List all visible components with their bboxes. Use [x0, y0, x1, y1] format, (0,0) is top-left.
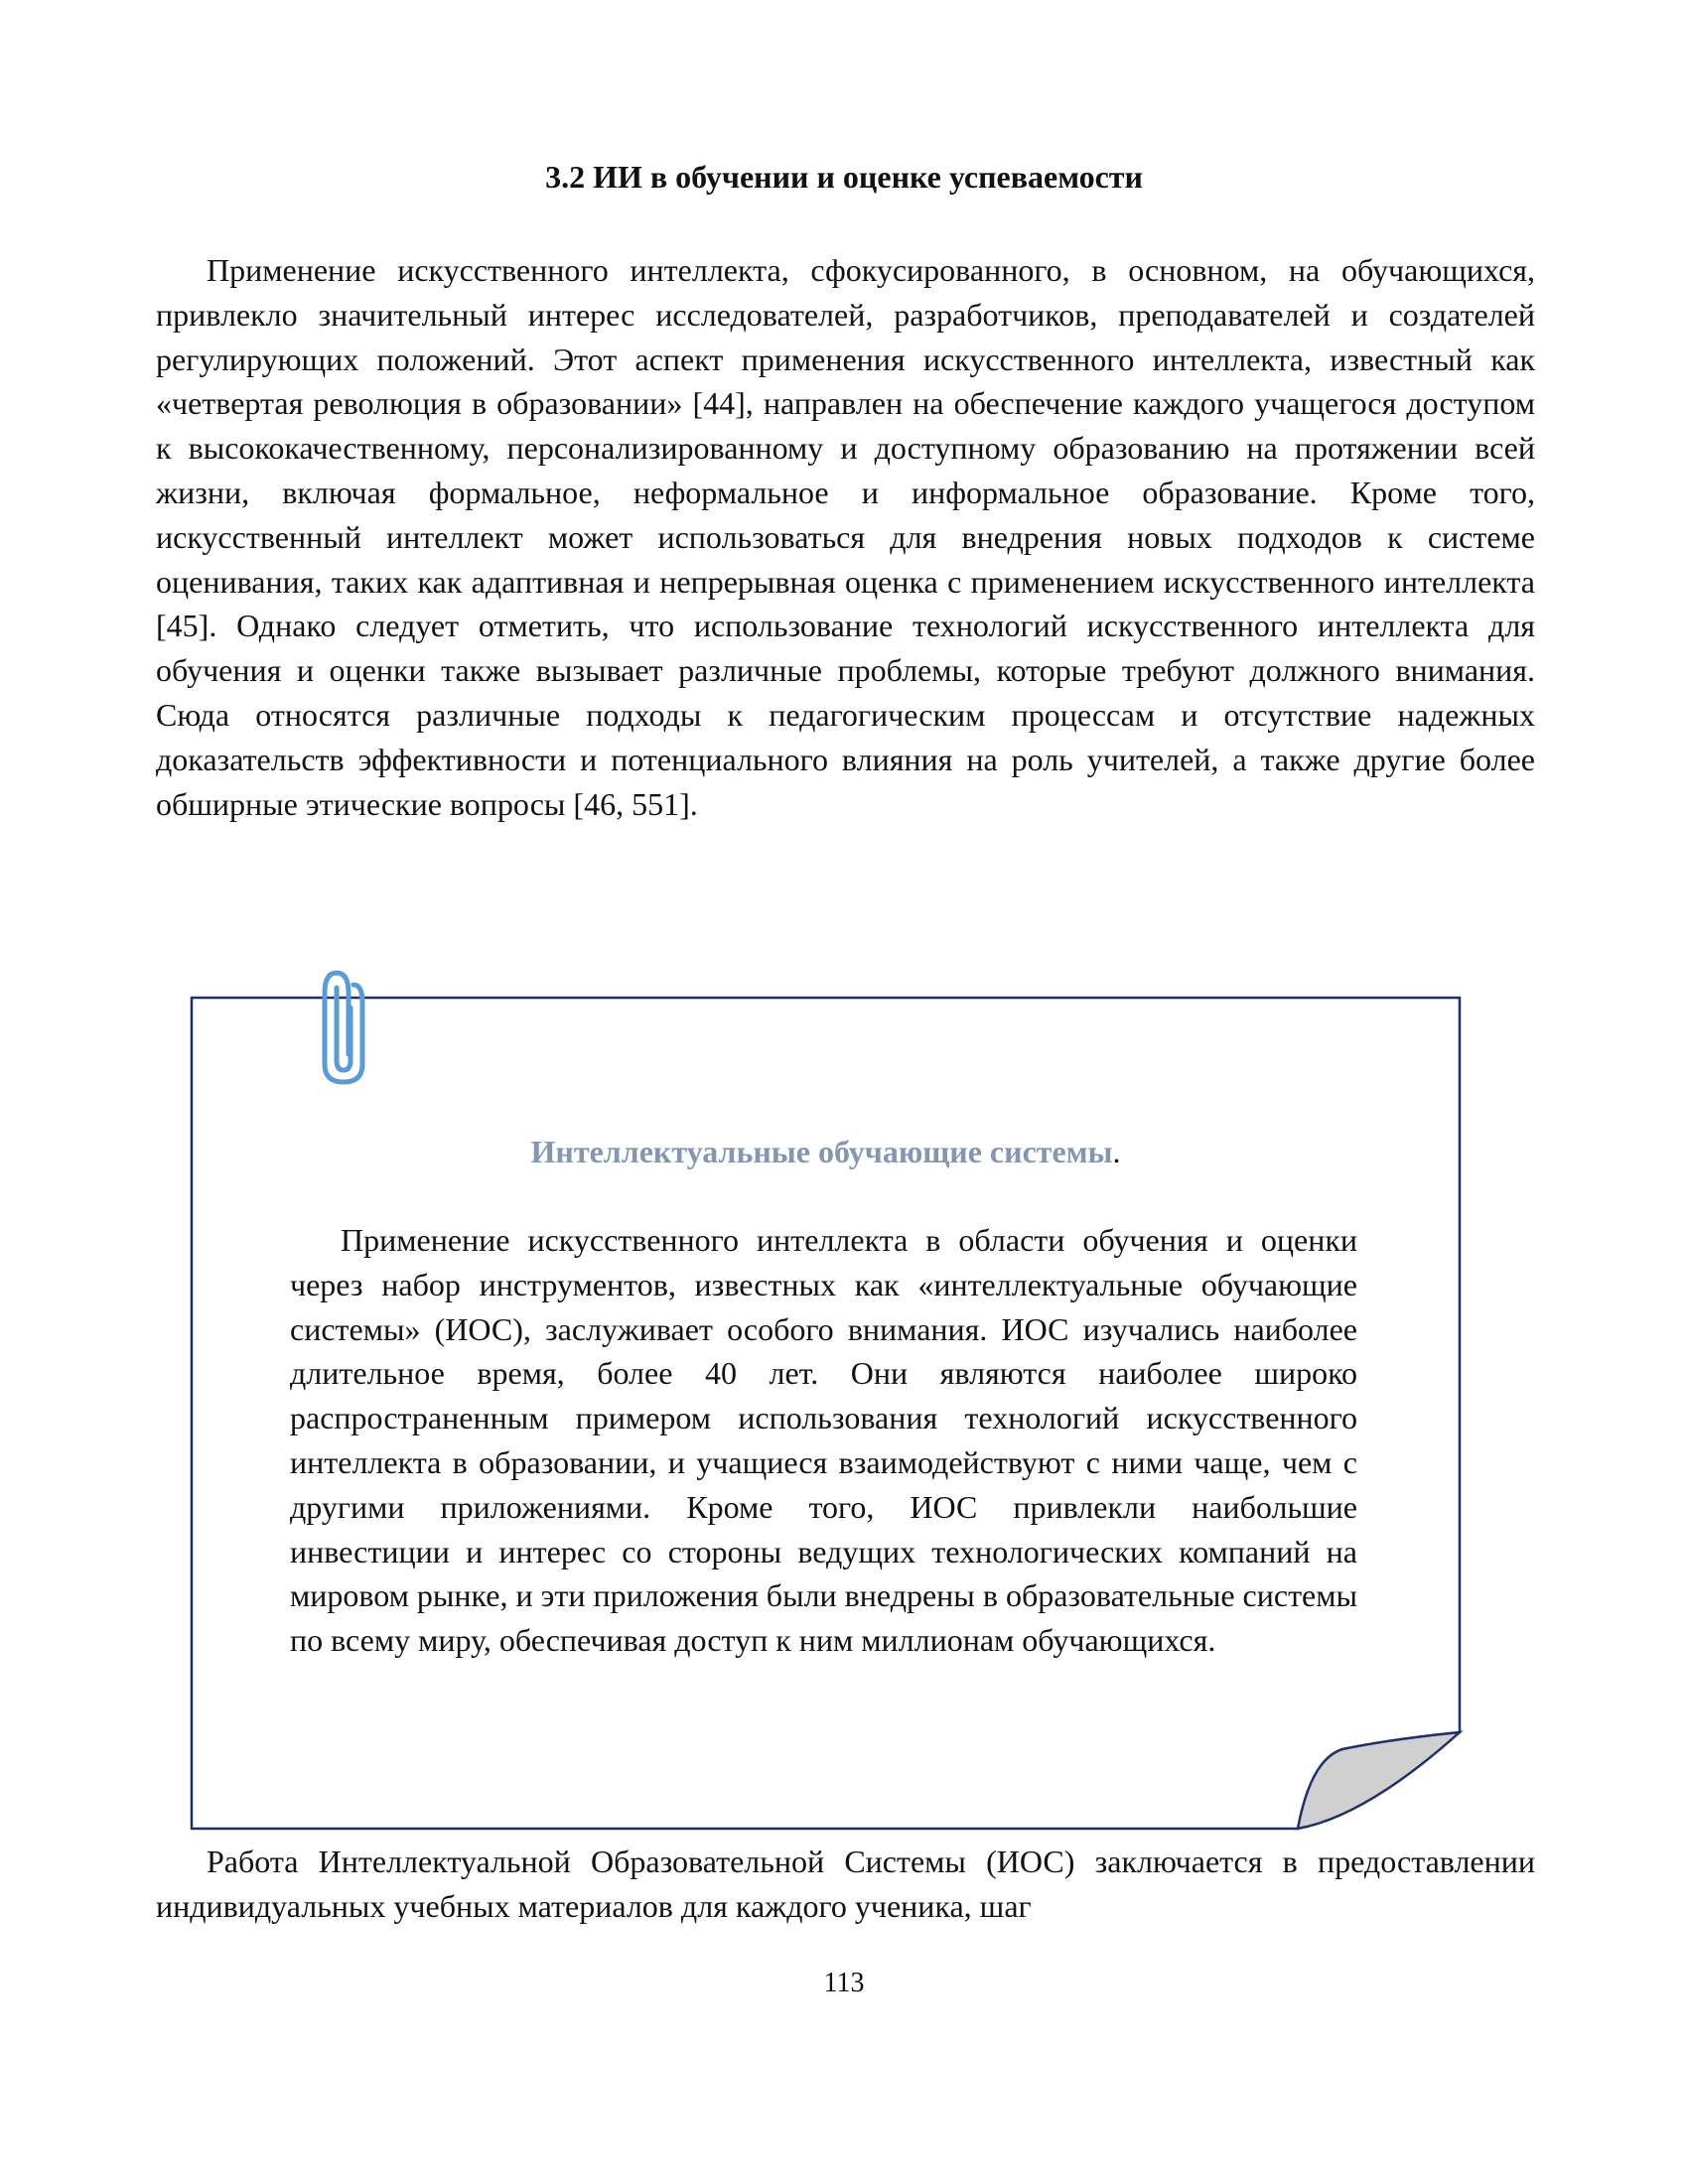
continuation-paragraph: Работа Интеллектуальной Образовательной Системы (ИОС) заключается в предоставлении индивидуальных учебных материалов для каждого ученика, шаг [156, 1843, 1535, 1924]
note-heading-text: Интеллектуальные обучающие системы [530, 1134, 1113, 1169]
note-heading [192, 1132, 1460, 1171]
intro-paragraph: Применение искусственного интеллекта, сфокусированного, в основном, на обучающихся, привлекло значительный интерес исследователей, разработчиков, преподавателей и создателей регулирующих положений. Этот аспект применения искусственного интеллекта, известный как «четвертая революция в образовании» [44], направлен на обеспечение каждого учащегося доступом к высококачественному, персонализированному и доступному образованию на протяжении всей жизни, включая формальное, неформальное и информальное образование. Кроме того, искусственный интеллект может использоваться для внедрения новых подходов к системе оценивания, таких как адаптивная и непрерывная оценка с применением искусственного интеллекта [45]. Однако следует отметить, что использование технологий искусственного интеллекта для обучения и оценки также вызывает различные проблемы, которые требуют должного внимания. Сюда относятся различные подходы к педагогическим процессам и отсутствие надежных доказательств эффективности и потенциального влияния на роль учителей, а также другие более обширные этические вопросы [46, 551]. [156, 252, 1535, 822]
note-paragraph: Применение искусственного интеллекта в области обучения и оценки через набор инструментов, известных как «интеллектуальные обучающие системы» (ИОС), заслуживает особого внимания. ИОС изучались наиболее длительное время, более 40 лет. Они являются наиболее широко распространенным примером использования технологий искусственного интеллекта в образовании, и учащиеся взаимодействуют с ними чаще, чем с другими приложениями. Кроме того, ИОС привлекли наибольшие инвестиции и интерес со стороны ведущих технологических компаний на мировом рынке, и эти приложения были внедрены в образовательные системы по всему миру, обеспечивая доступ к ним миллионам обучающихся. [290, 1222, 1357, 1659]
page-number: 113 [823, 1968, 865, 1998]
note-heading-dot: . [1112, 1134, 1121, 1169]
section-title: 3.2 ИИ в обучении и оценке успеваемости [545, 159, 1143, 195]
